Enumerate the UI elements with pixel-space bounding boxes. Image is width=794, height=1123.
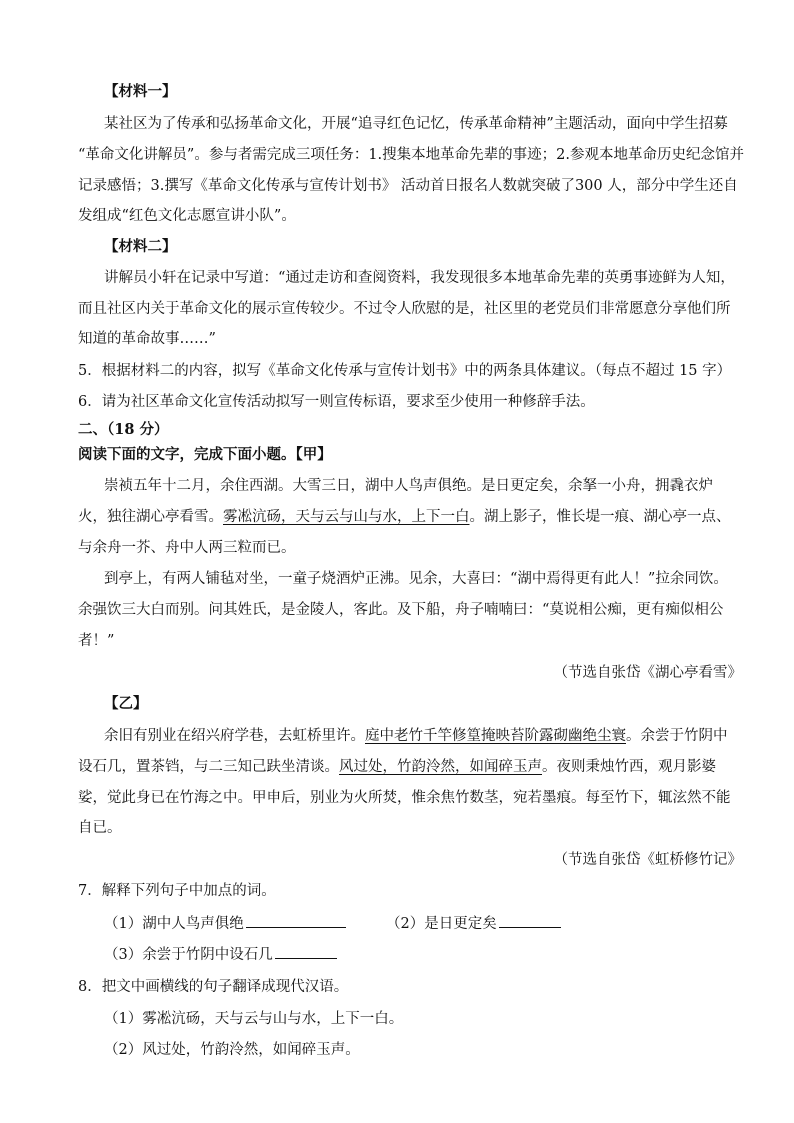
material1-line-1: 某社区为了传承和弘扬革命文化，开展“追寻红色记忆，传承革命精神”主题活动，面向中学生招募 bbox=[104, 116, 728, 132]
material1-line-3: 记录感悟；3.撰写《革命文化传承与宣传计划书》 活动首日报名人数就突破了300 人，部分中学生还自 bbox=[78, 178, 738, 194]
passage-yi-title: 【乙】 bbox=[104, 695, 148, 712]
section-2-title: 二、（18 分） bbox=[78, 421, 169, 438]
underlined-sentence: 庭中老竹千竿修篁掩映苔阶露砌幽绝尘寰 bbox=[365, 728, 626, 744]
passage-yi-line-3: 娑，觉此身已在竹海之中。甲申后，别业为火所焚，惟余焦竹数茎，宛若墨痕。每至竹下，辄泫然不能 bbox=[78, 790, 731, 806]
answer-blank[interactable] bbox=[499, 913, 561, 928]
material2-line-3: 知道的革命故事……” bbox=[78, 331, 216, 347]
question-8-stem: 8．把文中画横线的句子翻译成现代汉语。 bbox=[78, 979, 349, 995]
material2-title: 【材料二】 bbox=[104, 238, 177, 255]
question-7-item-2: （2）是日更定矣 bbox=[386, 916, 497, 932]
underlined-sentence: 雾凇沆砀，天与云与山与水，上下一白 bbox=[223, 509, 470, 525]
passage-text: 火，独往湖心亭看雪。 bbox=[78, 509, 223, 525]
question-6: 6．请为社区革命文化宣传活动拟写一则宣传标语，要求至少使用一种修辞手法。 bbox=[78, 394, 595, 410]
question-7-item-3: （3）余尝于竹阴中设石几 bbox=[104, 947, 273, 963]
passage-text: 。夜则秉烛竹西，观月影婆 bbox=[542, 759, 716, 775]
passage-text: 余旧有别业在绍兴府学巷，去虹桥里许。 bbox=[104, 728, 365, 744]
material1-line-4: 发组成“红色文化志愿宣讲小队”。 bbox=[78, 208, 296, 224]
material1-line-2: “革命文化讲解员”。参与者需完成三项任务：1.搜集本地革命先辈的事迹；2.参观本地革命历史纪念馆并 bbox=[78, 147, 744, 163]
passage-jia-line-4: 到亭上，有两人铺毡对坐，一童子烧酒炉正沸。见余，大喜曰：“湖中焉得更有此人！”拉余同饮。 bbox=[104, 571, 728, 587]
passage-jia-line-1: 崇祯五年十二月，余住西湖。大雪三日，湖中人鸟声俱绝。是日更定矣，余拏一小舟，拥毳衣炉 bbox=[104, 478, 713, 494]
passage-jia-source: （节选自张岱《湖心亭看雪》 bbox=[553, 665, 742, 681]
passage-text: 。余尝于竹阴中 bbox=[626, 728, 728, 744]
passage-text: 。湖上影子，惟长堤一痕、湖心亭一点、 bbox=[469, 509, 731, 525]
answer-blank[interactable] bbox=[275, 944, 337, 959]
section-2-instruction: 阅读下面的文字，完成下面小题。【甲】 bbox=[78, 446, 332, 463]
answer-blank[interactable] bbox=[246, 913, 346, 928]
passage-yi-line-2 bbox=[78, 757, 738, 777]
passage-text: 设石几，置茶铛，与二三知己趺坐清谈。 bbox=[78, 759, 339, 775]
question-7-stem: 7．解释下列句子中加点的词。 bbox=[78, 883, 276, 899]
passage-jia-line-6: 者！” bbox=[78, 633, 115, 649]
material1-title: 【材料一】 bbox=[104, 83, 177, 100]
question-8-item-2: （2）风过处，竹韵泠然，如闻碎玉声。 bbox=[104, 1042, 360, 1058]
question-7-row-1 bbox=[104, 913, 704, 934]
material2-line-2: 而且社区内关于革命文化的展示宣传较少。不过令人欣慰的是，社区里的老党员们非常愿意分享他们所 bbox=[78, 301, 731, 317]
passage-jia-line-5: 余强饮三大白而别。问其姓氏，是金陵人，客此。及下船，舟子喃喃曰：“莫说相公痴，更有痴似相公 bbox=[78, 602, 724, 618]
question-8-item-1: （1）雾凇沆砀，天与云与山与水，上下一白。 bbox=[104, 1011, 404, 1027]
passage-yi-line-4: 自已。 bbox=[78, 820, 122, 836]
question-7-item-1: （1）湖中人鸟声俱绝 bbox=[104, 916, 244, 932]
passage-yi-line-1 bbox=[104, 726, 764, 746]
underlined-sentence: 风过处，竹韵泠然，如闻碎玉声 bbox=[339, 759, 542, 775]
question-7-row-2 bbox=[104, 944, 764, 965]
question-5: 5．根据材料二的内容，拟写《革命文化传承与宣传计划书》中的两条具体建议。（每点不超过 15 字） bbox=[78, 363, 732, 379]
material2-line-1: 讲解员小轩在记录中写道：“通过走访和查阅资料，我发现很多本地革命先辈的英勇事迹鲜为人知， bbox=[104, 270, 735, 286]
passage-jia-line-3: 与余舟一芥、舟中人两三粒而已。 bbox=[78, 540, 296, 556]
passage-yi-source: （节选自张岱《虹桥修竹记》 bbox=[553, 852, 742, 868]
passage-jia-line-2 bbox=[78, 507, 738, 527]
